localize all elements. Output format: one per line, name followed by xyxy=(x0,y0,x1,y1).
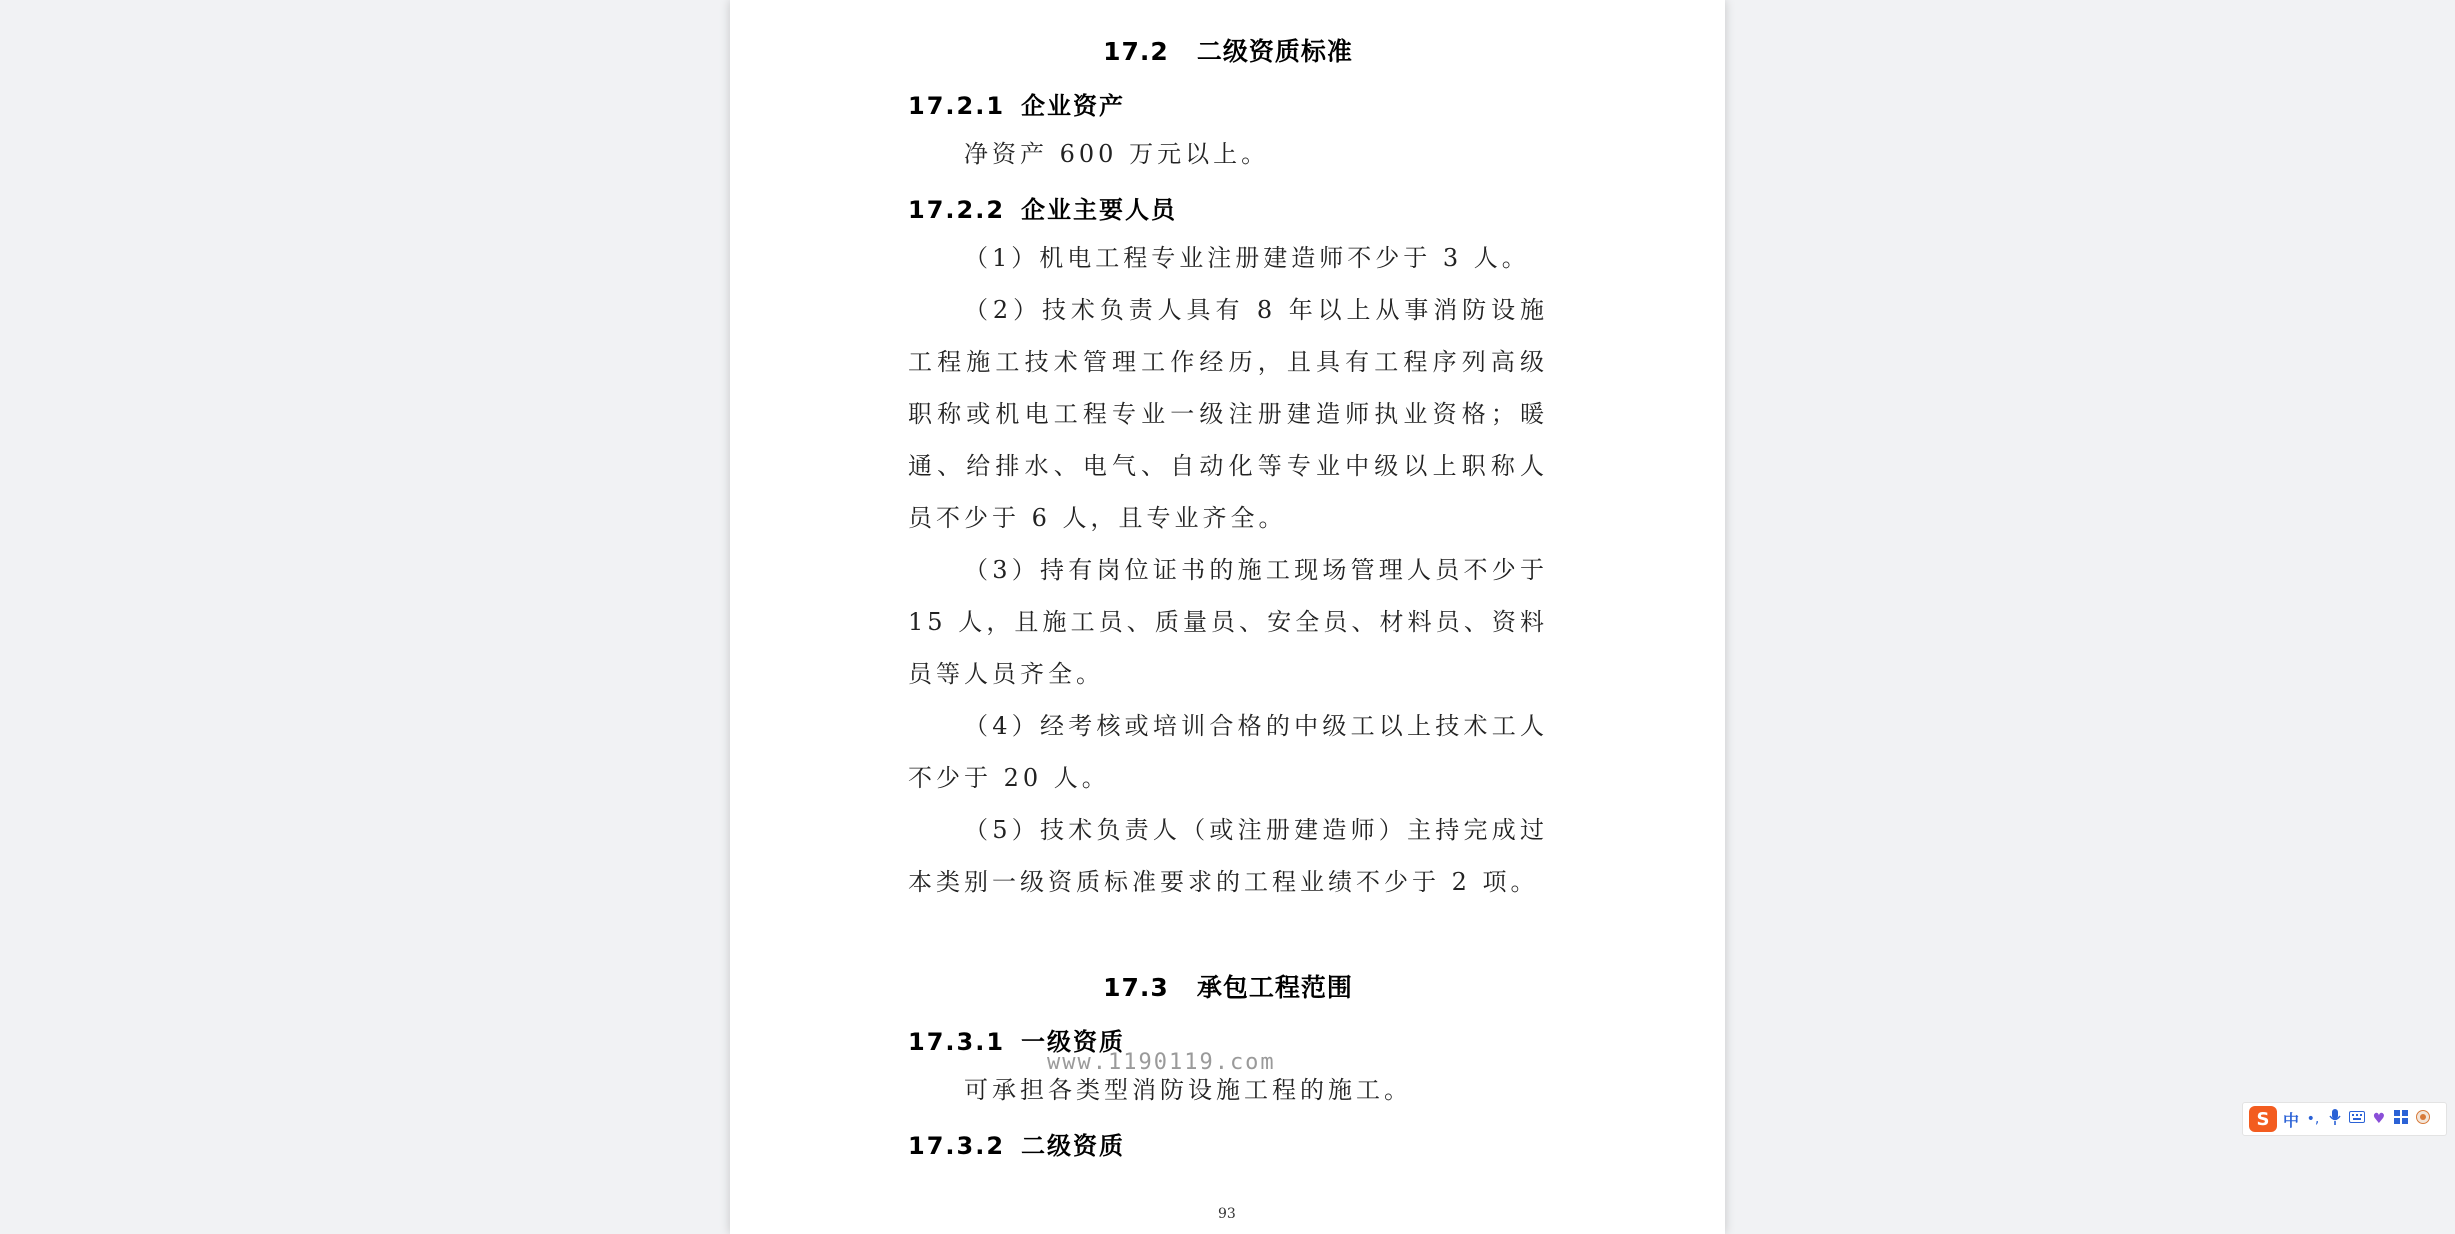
section-title: 二级资质标准 xyxy=(1196,37,1353,66)
paragraph-item-1: （1）机电工程专业注册建造师不少于 3 人。 xyxy=(964,244,1530,272)
ime-toolbar[interactable] xyxy=(2242,1102,2447,1136)
paragraph-item-5: （5）技术负责人（或注册建造师）主持完成过本类别一级资质标准要求的工程业绩不少于 2 项。 xyxy=(908,816,1548,896)
subsection-number: 17.2.1 xyxy=(908,92,1006,120)
toolbox-icon[interactable] xyxy=(2393,1110,2409,1128)
ime-mode-toggle[interactable]: 中 xyxy=(2283,1110,2300,1130)
subsection-heading-17-2-1 xyxy=(908,86,1125,121)
subsection-heading-17-3-2 xyxy=(908,1126,1125,1161)
subsection-title: 企业资产 xyxy=(1021,92,1126,120)
paragraph-net-assets: 净资产 600 万元以上。 xyxy=(964,140,1270,168)
watermark: www.1190119.com xyxy=(1047,1050,1276,1075)
paragraph-item-4: （4）经考核或培训合格的中级工以上技术工人不少于 20 人。 xyxy=(908,712,1548,792)
section-heading-17-2 xyxy=(908,32,1548,68)
subsection-title: 企业主要人员 xyxy=(1021,196,1178,224)
section-title: 承包工程范围 xyxy=(1196,973,1353,1002)
sogou-logo-icon[interactable]: S xyxy=(2249,1106,2277,1132)
paragraph-scope-level-1: 可承担各类型消防设施工程的施工。 xyxy=(964,1076,1412,1104)
subsection-number: 17.2.2 xyxy=(908,196,1006,224)
subsection-title: 二级资质 xyxy=(1021,1132,1126,1160)
subsection-title: 一级资质 xyxy=(1021,1028,1126,1056)
page-number: 93 xyxy=(1218,1206,1236,1222)
document-page xyxy=(730,0,1725,1234)
subsection-number: 17.3.1 xyxy=(908,1028,1006,1056)
paragraph-item-2: （2）技术负责人具有 8 年以上从事消防设施工程施工技术管理工作经历，且具有工程序列高级职称或机电工程专业一级注册建造师执业资格；暖通、给排水、电气、自动化等专业中级以上职称人员不少于 6 人，且专业齐全。 xyxy=(908,296,1548,532)
microphone-icon[interactable] xyxy=(2327,1109,2343,1129)
user-icon[interactable] xyxy=(2415,1110,2431,1128)
skin-icon[interactable]: ♥ xyxy=(2372,1111,2386,1127)
keyboard-icon[interactable] xyxy=(2349,1111,2365,1127)
subsection-number: 17.3.2 xyxy=(908,1132,1006,1160)
punctuation-icon[interactable]: •, xyxy=(2306,1111,2320,1127)
section-number: 17.2 xyxy=(1103,37,1169,66)
paragraph-item-3: （3）持有岗位证书的施工现场管理人员不少于 15 人，且施工员、质量员、安全员、材料员、资料员等人员齐全。 xyxy=(908,556,1548,688)
section-heading-17-3 xyxy=(908,968,1548,1004)
subsection-heading-17-2-2 xyxy=(908,190,1177,225)
section-number: 17.3 xyxy=(1103,973,1169,1002)
